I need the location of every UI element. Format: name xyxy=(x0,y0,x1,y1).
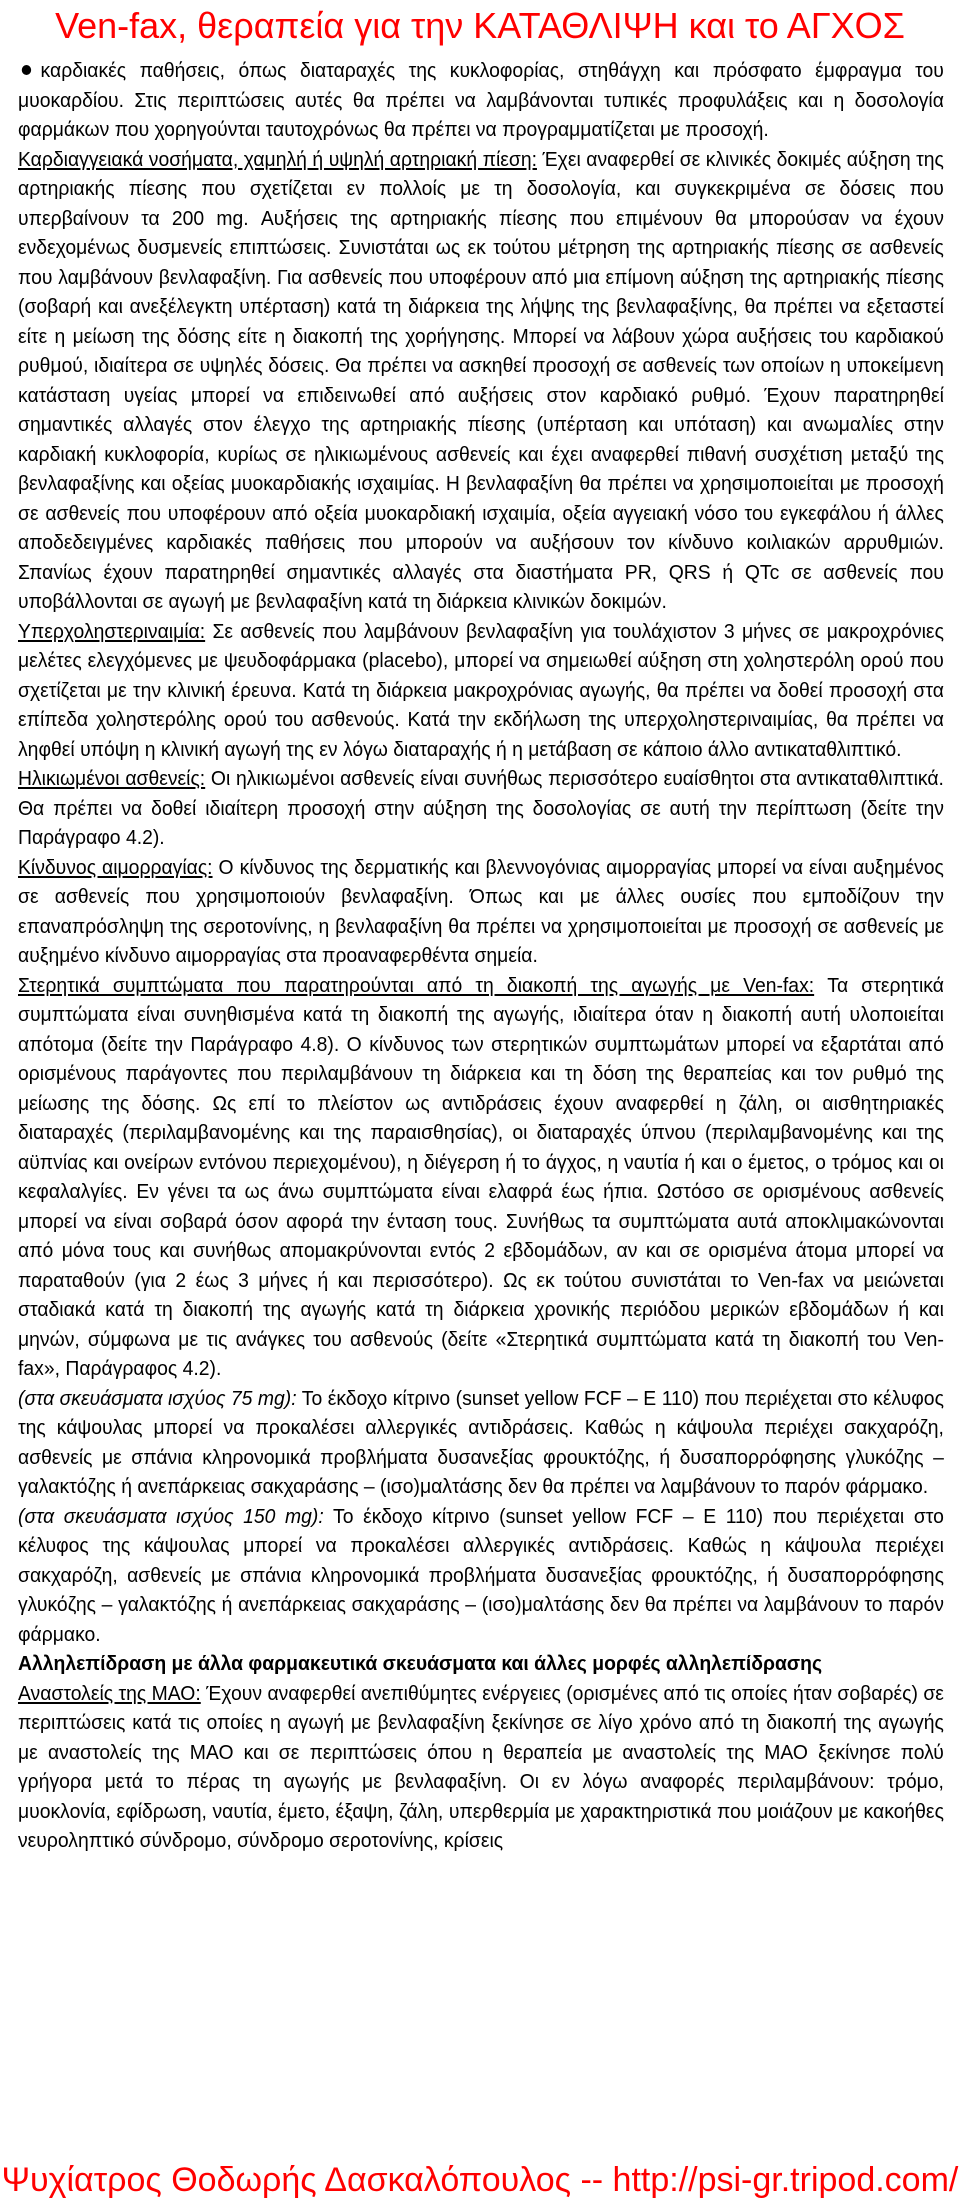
page-footer xyxy=(0,2152,960,2208)
mao-text: Έχουν αναφερθεί ανεπιθύμητες ενέργειες (ορισμένες από τις οποίες ήταν σοβαρές) σε περιπτώσεις κατά τις οποίες η αγωγή με βενλαφαξίνη ξεκίνησε σε λίγο χρόνο από τη διακοπή της αγωγής με αναστολείς της ΜΑΟ και σε περιπτώσεις όπου η θεραπεία με αναστολείς της ΜΑΟ ξεκίνησε πολύ γρήγορα μετά το πέρας τη αγωγής με βενλαφαξίνη. xyxy=(18,1681,944,1793)
page-header xyxy=(0,0,960,52)
withdrawal-heading: Στερητικά συμπτώματα που παρατηρούνται από τη διακοπή της αγωγής με Ven-fax: xyxy=(18,973,815,997)
intro-paragraph: καρδιακές παθήσεις, όπως διαταραχές της κυκλοφορίας, στηθάγχη και πρόσφατο έμφραγμα του μυοκαρδίου. Στις περιπτώσεις αυτές θα πρέπει να λαμβάνονται τυπικές προφυλάξεις και η δοσολογία φαρμάκων που χορηγούνται ταυτοχρόνως θα πρέπει να προγραμματίζεται με προσοχή. xyxy=(18,59,944,141)
mao-paragraph xyxy=(18,1679,944,1856)
cholesterol-paragraph xyxy=(18,617,944,765)
bleeding-text: Ο κίνδυνος της δερματικής και βλεννογόνιας αιμορραγίας μπορεί να είναι αυξημένος σε ασθενείς που χρησιμοποιούν βενλαφαξίνη. Όπως και με άλλες ουσίες που εμποδίζουν την επαναπρόσληψη της σεροτονίνης, η βενλαφαξίνη θα πρέπει να χρησιμοποιείται με προσοχή σε ασθενείς με αυξημένο κίνδυνο αιμορραγίας στα προαναφερθέντα σημεία. xyxy=(18,855,944,967)
withdrawal-text: Τα στερητικά συμπτώματα είναι συνηθισμένα κατά τη διακοπή της αγωγής, ιδιαίτερα όταν η διακοπή αυτή υλοποιείται απότομα (δείτε την Παράγραφο 4.8). Ο κίνδυνος των στερητικών συμπτωμάτων μπορεί να εξαρτάται από ορισμένους παράγοντες που περιλαμβάνουν τη διάρκεια και τη δόση της θεραπείας και τον ρυθμό της μείωσης της δόσης. Ως επί το πλείστον ως αντιδράσεις έχουν αναφερθεί η ζάλη, οι αισθητηριακές διαταραχές (περιλαμβανομένης και της παραισθησίας), οι διαταραχές ύπνου (περιλαμβανομένης και της αϋπνίας και ονείρων εντόνου περιεχομένου), η διέγερση ή το άγχος, η ναυτία ή και ο έμετος, ο τρόμος και οι κεφαλαλγίες. Εν γένει τα ως άνω συμπτώματα είναι ελαφρά έως ήπια. Ωστόσο σε ορισμένους ασθενείς μπορεί να είναι σοβαρά όσον αφορά την ένταση τους. Συνήθως τα συμπτώματα αυτά αποκλιμακώνονται από μόνα τους και συνήθως απομακρύνονται εντός 2 εβδομάδων, αν και σε ορισμένα άτομα μπορεί να παραταθούν (για 2 έως 3 μήνες ή και περισσότερο). Ως εκ τούτου συνιστάται το Ven-fax να μειώνεται σταδιακά κατά τη διακοπή της αγωγής κατά τη διάρκεια χρονικής περιόδου μερικών εβδομάδων ή και μηνών, σύμφωνα με τις ανάγκες του ασθενούς (δείτε «Στερητικά συμπτώματα κατά τη διακοπή του Ven-fax», Παράγραφος 4.2). xyxy=(18,973,944,1380)
caps150-paragraph xyxy=(18,1502,944,1650)
header-title: Ven-fax, θεραπεία για την ΚΑΤΑΘΛΙΨΗ και το ΑΓΧΟΣ xyxy=(55,5,905,46)
elderly-paragraph xyxy=(18,764,944,853)
elderly-heading: Ηλικιωμένοι ασθενείς: xyxy=(18,767,206,790)
elderly-text: Οι ηλικιωμένοι ασθενείς είναι συνήθως περισσότερο ευαίσθητοι στα αντικαταθλιπτικά. Θα πρέπει να δοθεί ιδιαίτερη προσοχή στην αύξηση της δοσολογίας σε αυτή την περίπτωση (δείτε την Παράγραφο 4.2). xyxy=(18,767,944,849)
bullet-icon xyxy=(22,65,31,75)
caps150-text: Το έκδοχο κίτρινο (sunset yellow FCF – Ε 110) που περιέχεται στο κέλυφος της κάψουλας μπορεί να προκαλέσει αλλεργικές αντιδράσεις. Καθώς η κάψουλα περιέχει σακχαρόζη, ασθενείς με σπάνια κληρονομικά προβλήματα δυσανεξίας φρουκτόζης, ή δυσαπορρόφησης γλυκόζης – γαλακτόζης ή ανεπάρκειας σακχαράσης – (ισο)μαλτάσης δεν θα πρέπει να λαμβάνουν το παρόν φάρμακο. xyxy=(18,1504,944,1646)
mao-text-2: Οι εν λόγω αναφορές περιλαμβάνουν: τρόμο, μυοκλονία, εφίδρωση, ναυτία, έμετο, έξαψη, ζάλη, υπερθερμία με χαρακτηριστικά που μοιάζουν με κακοήθες νευροληπτικό σύνδρομο, σύνδρομο σεροτονίνης, κρίσεις xyxy=(18,1770,944,1852)
mao-heading: Αναστολείς της ΜΑΟ: xyxy=(18,1681,201,1705)
cholesterol-text: Σε ασθενείς που λαμβάνουν βενλαφαξίνη για τουλάχιστον 3 μήνες σε μακροχρόνιες μελέτες ελεγχόμενες με ψευδοφάρμακα (placebo), μπορεί να σημειωθεί αύξηση στη χοληστερόλη ορού που σχετίζεται με την κλινική έρευνα. Κατά τη διάρκεια μακροχρόνιας αγωγής, θα πρέπει να δοθεί προσοχή στα επίπεδα χοληστερόλης ορού του ασθενούς. Κατά την εκδήλωση της υπερχοληστεριναιμίας, θα πρέπει να ληφθεί υπόψη η κλινική αγωγή της εν λόγω διαταραχής ή η μετάβαση σε κάποιο άλλο αντικαταθλιπτικό. xyxy=(18,619,944,761)
cardio-text: Έχει αναφερθεί σε κλινικές δοκιμές αύξηση της αρτηριακής πίεσης που σχετίζεται εν πολλοίς με τη δοσολογία, και συγκεκριμένα σε δόσεις που υπερβαίνουν τα 200 mg. Αυξήσεις της αρτηριακής πίεσης που επιμένουν θα μπορούσαν να έχουν ενδεχομένως δυσμενείς επιπτώσεις. Συνιστάται ως εκ τούτου μέτρηση της αρτηριακής πίεσης σε ασθενείς που λαμβάνουν βενλαφαξίνη. Για ασθενείς που υποφέρουν από μια επίμονη αύξηση της αρτηριακής πίεσης (σοβαρή και ανεξέλεγκτη υπέρταση) κατά τη διάρκεια της λήψης της βενλαφαξίνης, θα πρέπει να εξεταστεί είτε η μείωση της δόσης είτε η διακοπή της χορήγησης. Μπορεί να λάβουν χώρα αυξήσεις του καρδιακού ρυθμού, ιδιαίτερα σε υψηλές δόσεις. Θα πρέπει να ασκηθεί προσοχή σε ασθενείς των οποίων η υποκείμενη κατάσταση υγείας μπορεί να επιδεινωθεί από αυξήσεις στον καρδιακό ρυθμό. Έχουν παρατηρηθεί σημαντικές αλλαγές στον έλεγχο της αρτηριακής πίεσης (υπέρταση και υπόταση) και ανωμαλίες στην καρδιακή κυκλοφορία, κυρίως σε ηλικιωμένους ασθενείς και έχει αναφερθεί πιθανή συσχέτιση μεταξύ της βενλαφαξίνης και οξείας μυοκαρδιακής ισχαιμίας. Η βενλαφαξίνη θα πρέπει να χρησιμοποιείται με προσοχή σε ασθενείς που υποφέρουν από οξεία μυοκαρδιακή ισχαιμία, οξεία αγγειακή νόσο του εγκεφάλου ή άλλες αποδεδειγμένες καρδιακές παθήσεις που μπορούν να αυξήσουν τον κίνδυνο κοιλιακών αρρυθμιών. Σπανίως έχουν παρατηρηθεί σημαντικές αλλαγές στα διαστήματα PR, QRS ή QTc σε ασθενείς που υποβάλλονται σε αγωγή με βενλαφαξίνη κατά τη διάρκεια κλινικών δοκιμών. xyxy=(18,147,944,613)
interaction-heading: Αλληλεπίδραση με άλλα φαρμακευτικά σκευάσματα και άλλες μορφές αλληλεπίδρασης xyxy=(18,1652,823,1675)
bleeding-paragraph xyxy=(18,853,944,971)
caps75-heading: (στα σκευάσματα ισχύος 75 mg): xyxy=(18,1386,297,1410)
cardio-heading: Καρδιαγγειακά νοσήματα, χαμηλή ή υψηλή αρτηριακή πίεση: xyxy=(18,147,537,171)
bleeding-heading: Κίνδυνος αιμορραγίας: xyxy=(18,855,213,879)
caps150-heading: (στα σκευάσματα ισχύος 150 mg): xyxy=(18,1504,324,1528)
withdrawal-paragraph xyxy=(18,971,944,1384)
document-body xyxy=(18,56,944,1856)
cholesterol-heading: Υπερχοληστεριναιμία: xyxy=(18,619,206,643)
footer-text: Ψυχίατρος Θοδωρής Δασκαλόπουλος -- http://psi-gr.tripod.com/ xyxy=(1,2161,959,2199)
caps75-paragraph xyxy=(18,1384,944,1502)
caps75-text: Το έκδοχο κίτρινο (sunset yellow FCF – Ε 110) που περιέχεται στο κέλυφος της κάψουλας μπορεί να προκαλέσει αλλεργικές αντιδράσεις. Καθώς η κάψουλα περιέχει σακχαρόζη, ασθενείς με σπάνια κληρονομικά προβλήματα δυσανεξίας φρουκτόζης, ή δυσαπορρόφησης γλυκόζης – γαλακτόζης ή ανεπάρκειας σακχαράσης – (ισο)μαλτάσης δεν θα πρέπει να λαμβάνουν το παρόν φάρμακο. xyxy=(18,1386,944,1498)
cardio-paragraph xyxy=(18,145,944,617)
